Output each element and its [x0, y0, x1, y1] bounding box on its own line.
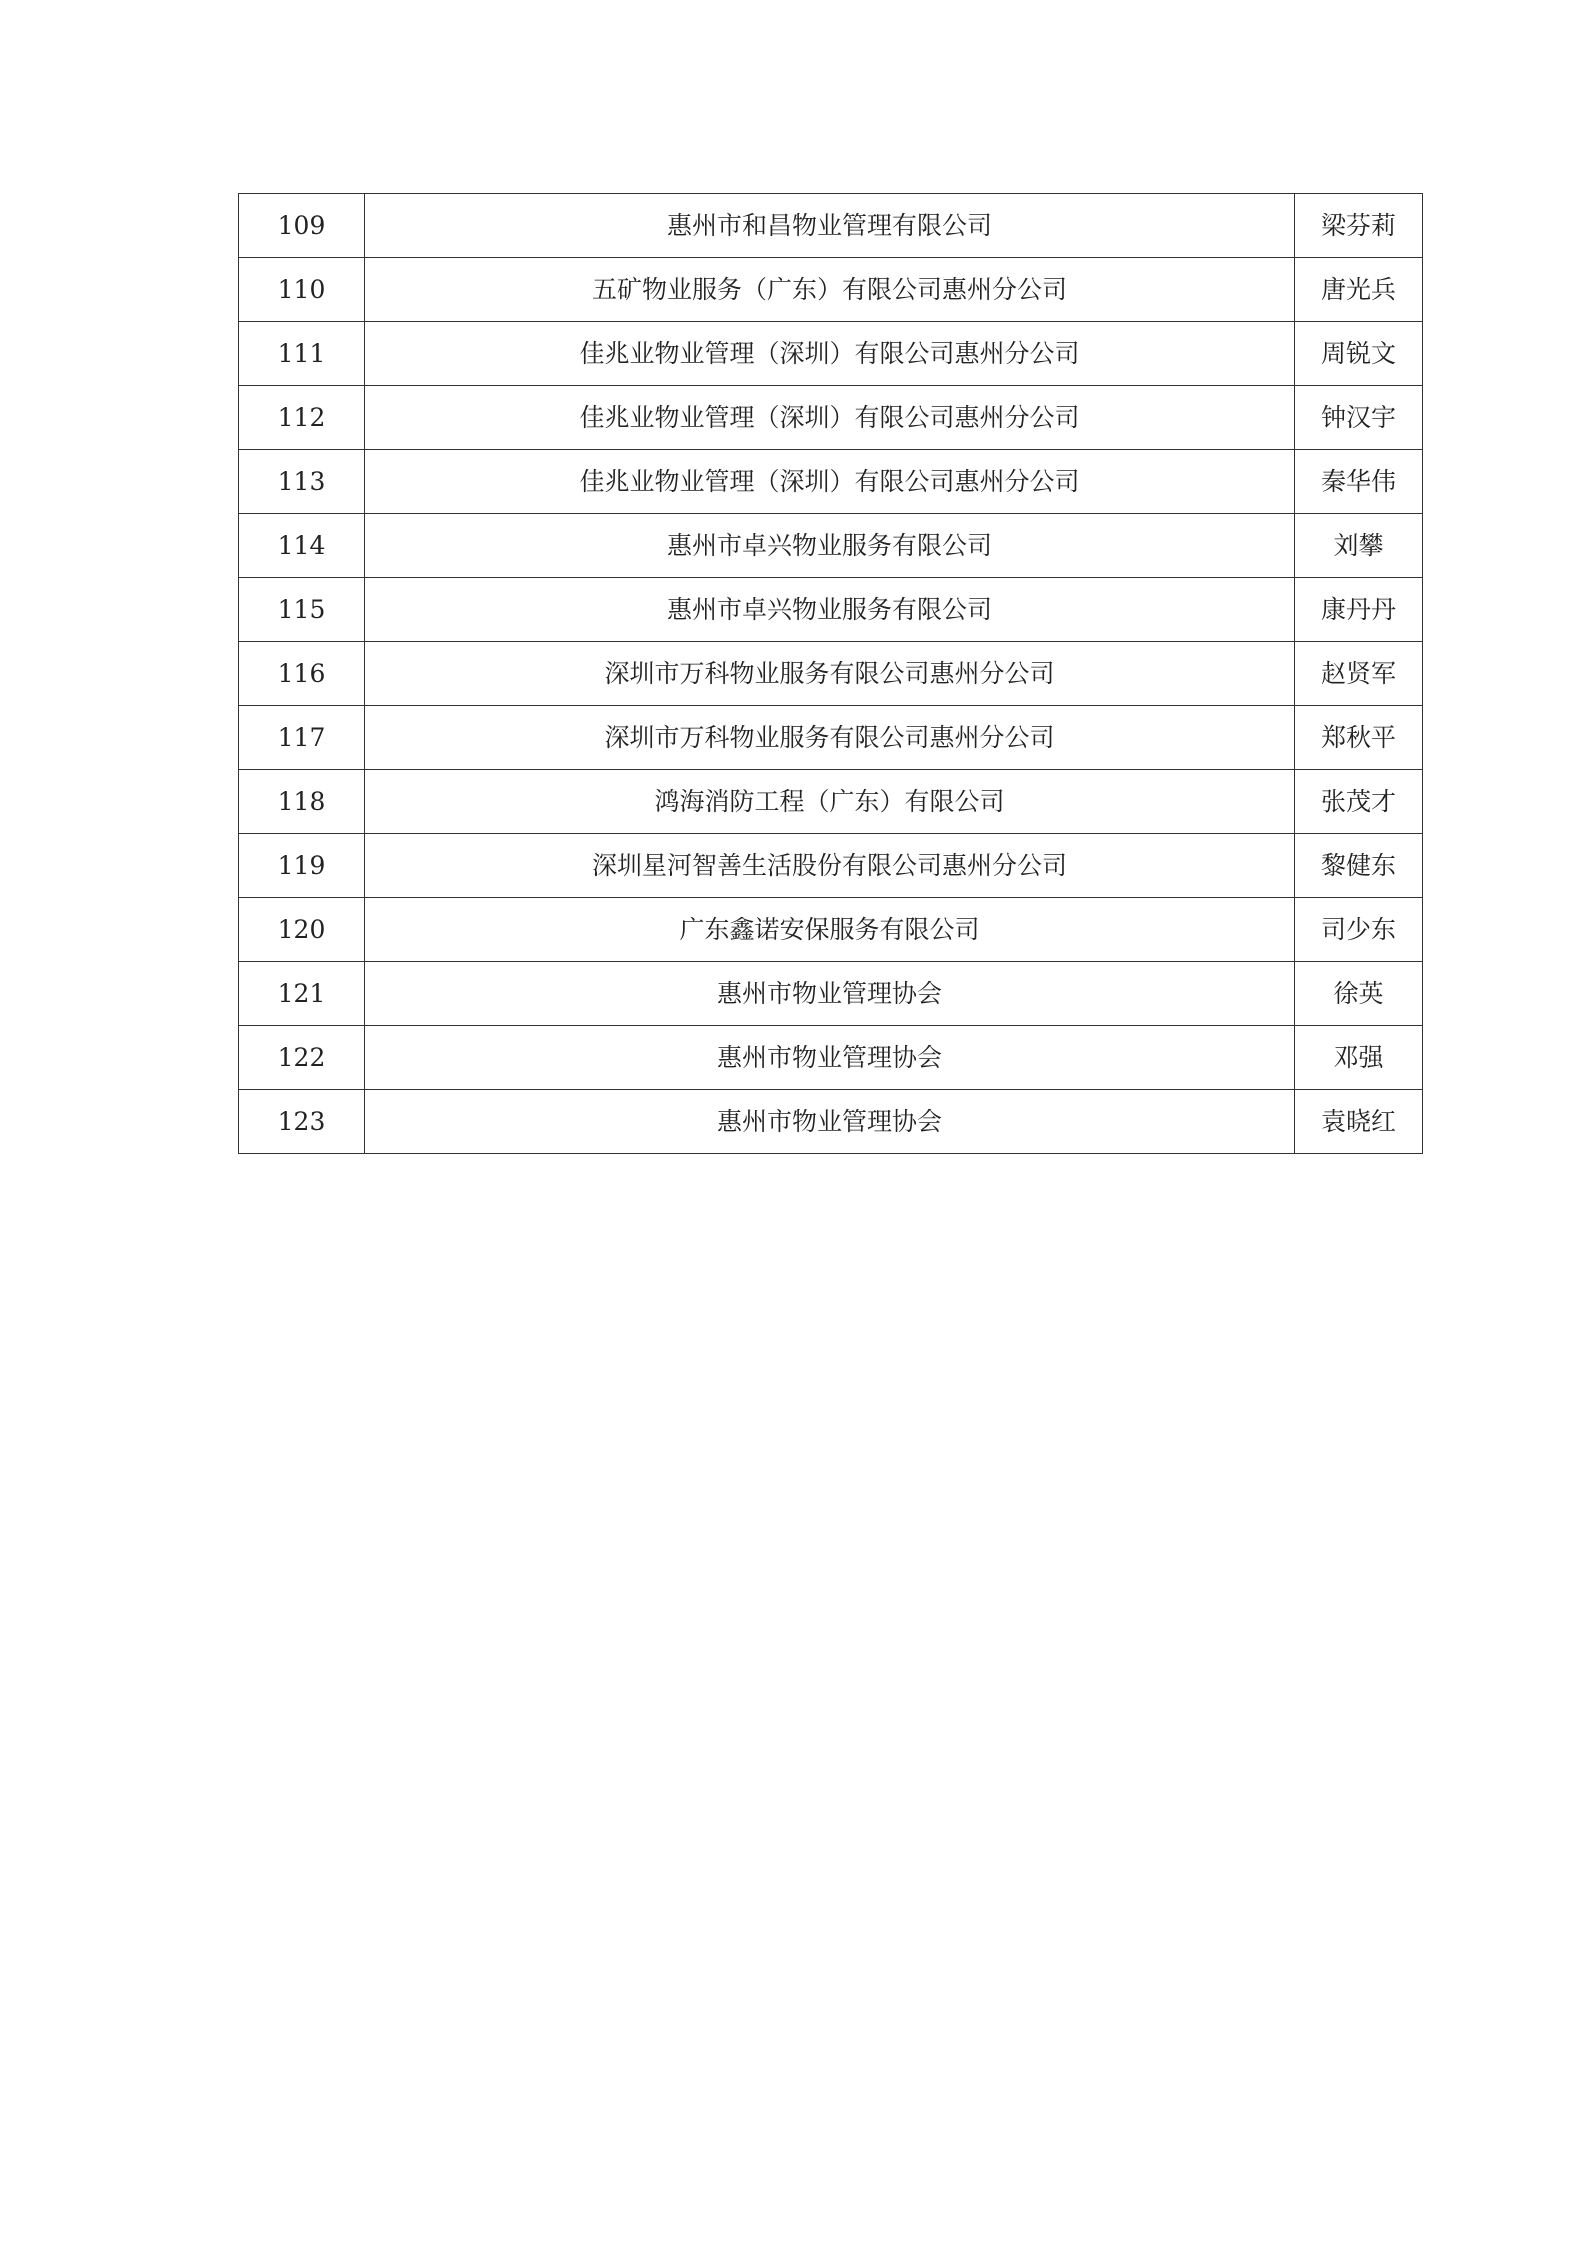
table-row [239, 386, 1423, 450]
person-name: 赵贤军 [1295, 642, 1423, 706]
table-row [239, 706, 1423, 770]
person-name: 秦华伟 [1295, 450, 1423, 514]
table-row [239, 834, 1423, 898]
organization-name: 五矿物业服务（广东）有限公司惠州分公司 [365, 258, 1295, 322]
person-name: 邓强 [1295, 1026, 1423, 1090]
organization-name: 深圳星河智善生活股份有限公司惠州分公司 [365, 834, 1295, 898]
row-number: 112 [239, 386, 365, 450]
row-number: 114 [239, 514, 365, 578]
row-number: 118 [239, 770, 365, 834]
organization-name: 惠州市物业管理协会 [365, 1090, 1295, 1154]
row-number: 111 [239, 322, 365, 386]
table-row [239, 258, 1423, 322]
table-row [239, 450, 1423, 514]
organization-name: 深圳市万科物业服务有限公司惠州分公司 [365, 706, 1295, 770]
row-number: 122 [239, 1026, 365, 1090]
person-name: 黎健东 [1295, 834, 1423, 898]
person-name: 郑秋平 [1295, 706, 1423, 770]
person-name: 张茂才 [1295, 770, 1423, 834]
row-number: 116 [239, 642, 365, 706]
organization-name: 佳兆业物业管理（深圳）有限公司惠州分公司 [365, 322, 1295, 386]
organization-name: 惠州市物业管理协会 [365, 1026, 1295, 1090]
row-number: 117 [239, 706, 365, 770]
person-name: 周锐文 [1295, 322, 1423, 386]
row-number: 109 [239, 194, 365, 258]
row-number: 120 [239, 898, 365, 962]
table-row [239, 898, 1423, 962]
organization-name: 佳兆业物业管理（深圳）有限公司惠州分公司 [365, 386, 1295, 450]
table-row [239, 1090, 1423, 1154]
roster-table [238, 193, 1423, 1154]
row-number: 123 [239, 1090, 365, 1154]
person-name: 徐英 [1295, 962, 1423, 1026]
person-name: 刘攀 [1295, 514, 1423, 578]
organization-name: 鸿海消防工程（广东）有限公司 [365, 770, 1295, 834]
row-number: 113 [239, 450, 365, 514]
organization-name: 惠州市卓兴物业服务有限公司 [365, 514, 1295, 578]
row-number: 110 [239, 258, 365, 322]
organization-name: 惠州市卓兴物业服务有限公司 [365, 578, 1295, 642]
table-row [239, 194, 1423, 258]
organization-name: 惠州市和昌物业管理有限公司 [365, 194, 1295, 258]
person-name: 司少东 [1295, 898, 1423, 962]
person-name: 康丹丹 [1295, 578, 1423, 642]
table-row [239, 322, 1423, 386]
organization-name: 深圳市万科物业服务有限公司惠州分公司 [365, 642, 1295, 706]
organization-name: 佳兆业物业管理（深圳）有限公司惠州分公司 [365, 450, 1295, 514]
table-row [239, 514, 1423, 578]
person-name: 袁晓红 [1295, 1090, 1423, 1154]
person-name: 钟汉宇 [1295, 386, 1423, 450]
table-row [239, 770, 1423, 834]
row-number: 115 [239, 578, 365, 642]
table-row [239, 642, 1423, 706]
row-number: 119 [239, 834, 365, 898]
organization-name: 惠州市物业管理协会 [365, 962, 1295, 1026]
row-number: 121 [239, 962, 365, 1026]
person-name: 唐光兵 [1295, 258, 1423, 322]
table-row [239, 962, 1423, 1026]
table-row [239, 1026, 1423, 1090]
table-row [239, 578, 1423, 642]
organization-name: 广东鑫诺安保服务有限公司 [365, 898, 1295, 962]
person-name: 梁芬莉 [1295, 194, 1423, 258]
